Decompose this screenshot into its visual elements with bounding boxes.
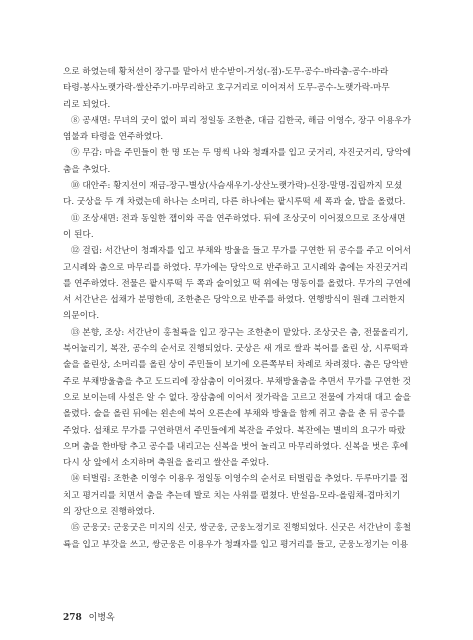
text-line: ⑮ 군웅굿: 군웅굿은 미지의 신굿, 쌍군웅, 군웅노정기로 진행되었다. 신굿은 서간난이 홍철	[71, 523, 412, 534]
text-line: 으며 춤을 한바탕 추고 공수를 내리고는 신복을 벗어 놀리고 마무리하였다. 신복을 벗은 후에	[63, 441, 409, 452]
text-line: ⑭ 터벌림: 조한춘 이영수 이용우 정일동 이영수의 순서로 터벌림을 추었다. 두루마기를 접	[71, 474, 409, 485]
text-line: ⑪ 조상새면: 전과 동일한 잽이와 곡을 연주하였다. 뒤에 조상굿이 이어졌으므로 조상새면	[71, 213, 406, 224]
text-line: 이 된다.	[63, 229, 94, 240]
text-line: 북어눌리기, 복잔, 공수의 순서로 진행되었다. 굿상은 새 개로 쌀과 북어를 올린 상, 시루떡과	[63, 344, 409, 355]
text-line: 염불과 타령을 연주하였다.	[63, 132, 164, 143]
text-line: 리로 되었다.	[63, 99, 111, 110]
page-number: 278	[63, 613, 82, 623]
text-line: 의문이다.	[63, 311, 100, 322]
text-line: ⑫ 걸립: 서간난이 청쾌자를 입고 부채와 방울을 들고 무가를 구연한 뒤 공수를 주고 이어서	[71, 246, 412, 257]
text-line: 으로 하였는데 황처선이 장구를 맡아서 반수받이-거성(-점)-도무-공수-바라춤-공수-바라	[63, 67, 389, 77]
running-author: 이병옥	[88, 613, 115, 623]
text-line: ⑨ 무감: 마을 주민들이 한 명 또는 두 명씩 나와 청쾌자를 입고 굿거리, 자진굿거리, 당악에	[71, 148, 412, 159]
body-text	[63, 64, 420, 553]
text-line: 다시 상 앞에서 소지하며 축원을 올리고 쌀산을 주었다.	[63, 458, 269, 469]
text-line: ⑩ 대안주: 황지선이 재금-장구-별상(사슴새우기-상산노랫가락)-신장-말명-집립까지 모셨	[71, 181, 403, 192]
text-line: 춤을 추었다.	[63, 164, 111, 175]
page-footer	[63, 612, 115, 624]
text-line: 다. 굿상을 두 개 차렸는데 하나는 소머리, 다른 하나에는 팥시루떡 세 폭과 술, 밥을 올렸다.	[63, 197, 406, 208]
text-line: 서 서간난은 섭채가 분명한데, 조한춘은 당악으로 반주를 하였다. 연행방식이 원래 그러한지	[63, 295, 406, 306]
text-line: 으로 보이는데 사설은 알 수 없다. 장삼춤에 이어서 젓가락을 고르고 전물에 가져대 대고 술을	[63, 392, 411, 403]
text-line: 치고 평거리를 치면서 춤을 추는데 발로 치는 사위를 펼쳤다. 반설음-모라-올림채-겹마치기	[63, 490, 401, 501]
text-line: ⑧ 공새면: 무녀의 굿이 없이 피리 정일동 조한춘, 대금 김한국, 해금 이영수, 장구 이용우가	[71, 115, 412, 126]
text-line: 술을 올린상, 소머리를 올린 상이 주민들이 보기에 오른쪽부터 차례로 차려졌다. 춤은 당악반	[63, 360, 409, 371]
text-line: 올렸다. 술을 올린 뒤에는 왼손에 북어 오른손에 부채와 방울을 함께 쥐고 춤을 춘 뒤 공수를	[63, 409, 406, 420]
text-line: 륙을 입고 부갓을 쓰고, 쌍군웅은 이용우가 청쾌자를 입고 평거리를 들고, 군웅노정기는 이용	[63, 539, 409, 550]
text-line: 의 장단으로 진행하였다.	[63, 507, 155, 518]
text-line: 고시례와 춤으로 마무리를 하였다. 무가에는 당악으로 반주하고 고시례와 춤에는 자진굿거리	[63, 262, 409, 273]
text-line: 주었다. 섭채로 무가를 구연하면서 주민들에게 복잔을 주었다. 복잔에는 별비의 요구가 따랐	[63, 425, 406, 436]
text-line: 주로 부채방울춤을 추고 도드리에 장삼춤이 이어졌다. 부채방울춤을 추면서 무가를 구연한 것	[63, 376, 411, 387]
text-line: 타령-봉사노랫가락-쌀산주기-마무리하고 호구거리로 이어져서 도무-공수-노랫가락-마무	[63, 83, 390, 94]
text-line: 를 연주하였다. 전물은 팥시루떡 두 쪽과 술이었고 떡 위에는 명동이를 올렸다. 무가의 구연에	[63, 278, 411, 289]
text-line: ⑬ 본향, 조상: 서간난이 홍철륙을 입고 장구는 조한춘이 맡았다. 조상굿은 춤, 전물올리기,	[71, 327, 409, 338]
